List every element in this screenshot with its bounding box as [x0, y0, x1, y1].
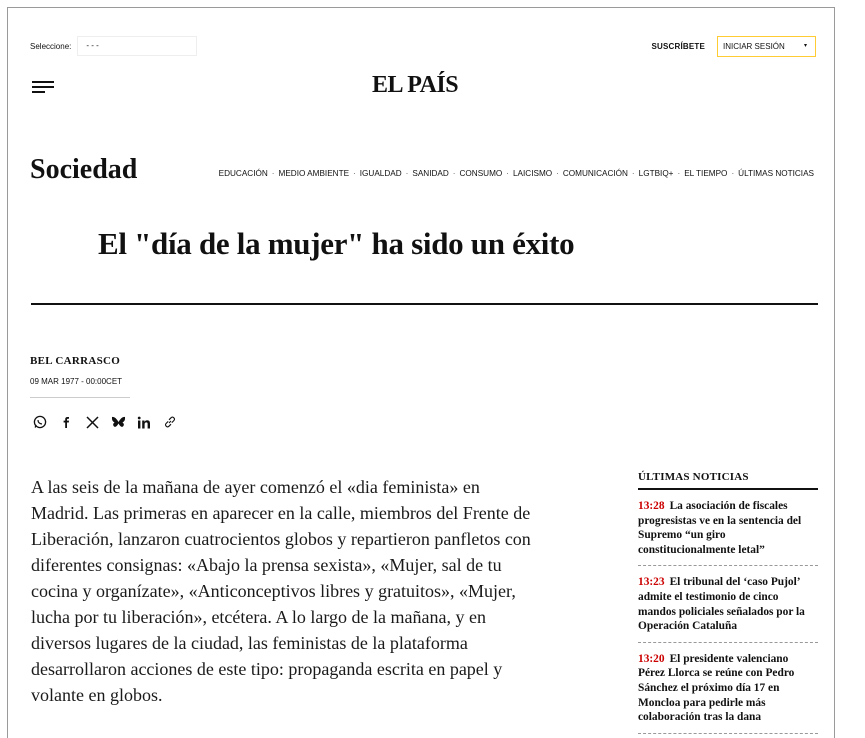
news-time: 13:20 — [638, 652, 665, 665]
edition-label: Seleccione: — [30, 41, 72, 51]
nav-item-laicismo[interactable]: LAICISMO — [513, 169, 553, 178]
subscribe-link[interactable]: SUSCRÍBETE — [651, 41, 705, 51]
nav-item-sanidad[interactable]: SANIDAD — [412, 169, 449, 178]
nav-item-comunicacion[interactable]: COMUNICACIÓN — [562, 169, 628, 178]
login-button[interactable] — [717, 36, 816, 57]
nav-item-lgtbiq[interactable]: LGTBIQ+ — [638, 169, 674, 178]
news-time: 13:23 — [638, 576, 665, 589]
headline-divider — [31, 303, 818, 305]
site-logo[interactable]: EL PAÍS — [372, 72, 459, 98]
section-nav: EDUCACIÓN · MEDIO AMBIENTE · IGUALDAD · SANIDAD · CONSUMO · LAICISMO · COMUNICACIÓN · LGTBIQ+ · EL TIEMPO · ÚLTIMAS NOTICIAS — [218, 169, 814, 178]
latest-news-item[interactable] — [638, 490, 818, 566]
article-headline: El "día de la mujer" ha sido un éxito — [98, 226, 575, 261]
author-name[interactable]: BEL CARRASCO — [30, 355, 121, 367]
latest-news-item[interactable] — [638, 566, 818, 642]
nav-item-igualdad[interactable]: IGUALDAD — [359, 169, 402, 178]
chevron-down-icon: ▾ — [803, 42, 807, 49]
facebook-icon[interactable] — [58, 414, 74, 430]
latest-news-item[interactable] — [638, 643, 818, 734]
publish-date: 09 MAR 1977 - 00:00CET — [30, 377, 123, 386]
news-headline[interactable]: El tribunal del ‘caso Pujol’ admite el testimonio de cinco mandos policiales señalados por la Operación Cataluña — [638, 576, 805, 633]
hamburger-menu-icon[interactable] — [32, 81, 54, 93]
edition-selector — [30, 35, 197, 57]
byline-divider — [30, 397, 130, 398]
nav-item-el-tiempo[interactable]: EL TIEMPO — [684, 169, 728, 178]
nav-item-consumo[interactable]: CONSUMO — [459, 169, 503, 178]
latest-news-title: ÚLTIMAS NOTICIAS — [638, 471, 818, 490]
nav-item-ultimas-noticias[interactable]: ÚLTIMAS NOTICIAS — [738, 169, 814, 178]
nav-item-medio-ambiente[interactable]: MEDIO AMBIENTE — [278, 169, 350, 178]
whatsapp-icon[interactable] — [32, 414, 48, 430]
news-time: 13:28 — [638, 500, 665, 512]
edition-select[interactable]: - - - — [77, 36, 197, 56]
login-label: INICIAR SESIÓN — [723, 41, 785, 51]
article-body: A las seis de la mañana de ayer comenzó el «dia feminista» en Madrid. Las primeras en aparecer en la calle, miembros del Frente de Liberación, lanzaron cuatrocientos globos y repartieron panfletos con diferentes consignas: «Abajo la prensa sexista», «Mujer, sal de tu cocina y organízate», «Anticonceptivos libres y gratuitos», «Mujer, lucha por tu liberación», etcétera. A lo largo de la mañana, y en diversos lugares de la ciudad, las feministas de la plataforma desarrollaron acciones de este tipo: propaganda escrita en papel y volante en globos. — [31, 477, 531, 705]
news-headline[interactable]: La asociación de fiscales progresistas ve en la sentencia del Supremo “un giro constitucionalmente letal” — [638, 500, 802, 556]
x-icon[interactable] — [84, 414, 100, 430]
news-headline[interactable]: El presidente valenciano Pérez Llorca se reúne con Pedro Sánchez el próximo día 17 en Moncloa para pedirle más colaboración tras la dana — [638, 652, 795, 724]
section-title[interactable]: Sociedad — [30, 154, 138, 185]
account-area — [651, 35, 816, 57]
browser-page — [7, 7, 835, 738]
nav-item-educacion[interactable]: EDUCACIÓN — [218, 169, 268, 178]
linkedin-icon[interactable] — [136, 414, 152, 430]
bluesky-icon[interactable] — [110, 414, 126, 430]
latest-news-panel — [638, 471, 818, 734]
top-bar — [30, 35, 816, 57]
share-bar — [32, 414, 188, 430]
link-icon[interactable] — [162, 414, 178, 430]
